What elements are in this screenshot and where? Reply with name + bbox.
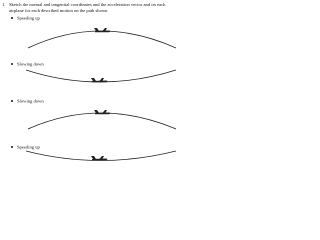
- hump-curve: [28, 113, 176, 129]
- item-label: Slowing down: [17, 61, 44, 67]
- bullet-icon: [11, 100, 13, 102]
- path-diagram-4: [0, 150, 200, 166]
- airplane-icon: [94, 28, 111, 32]
- bullet-icon: [11, 17, 13, 19]
- question-number: 1.: [2, 2, 6, 7]
- worksheet-page: [0, 0, 200, 166]
- item-label: Speeding up: [17, 144, 40, 150]
- path-diagram-3: [0, 103, 200, 131]
- bullet-icon: [11, 63, 13, 65]
- item-speeding-up-2: [11, 144, 40, 149]
- question-text: Sketch the normal and tangential coordinates and the acceleration vector and on each airplane for each described motion on the path shown: [9, 2, 166, 13]
- airplane-icon: [94, 110, 111, 114]
- item-label: Speeding up: [17, 15, 40, 21]
- bullet-icon: [11, 146, 13, 148]
- path-diagram-1: [0, 20, 200, 50]
- path-diagram-2: [0, 66, 200, 90]
- airplane-icon: [91, 78, 108, 82]
- item-label: Slowing down: [17, 98, 44, 104]
- airplane-icon: [91, 156, 108, 160]
- hump-curve: [28, 31, 176, 48]
